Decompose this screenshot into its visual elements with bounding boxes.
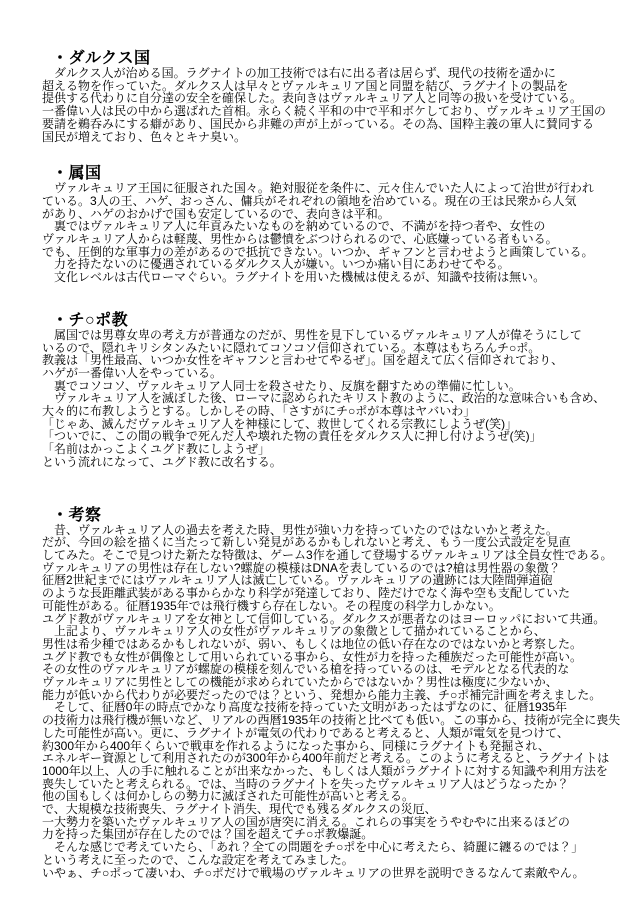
section-heading: ・ダルクス国 [52,50,151,67]
text-line: 能力が低いから代わりが必要だったのでは？という、発想から能力主義、チ○ポ補完計画を考えました。 [42,687,602,702]
section-4 [42,507,635,880]
section-3 [42,312,635,469]
text-line: 要請を鵜呑みにする癖があり、国民から非難の声が上がっている。その為、国粋主義の軍人に賛同する [42,116,595,131]
text-line: があり、ハゲのおかげで国も安定しているので、表向きは平和。 [42,206,390,221]
text-line: 文化レベルは古代ローマぐらい。ラグナイトを用いた機械は使えるが、知識や技術は無い。 [42,270,546,285]
text-line: 1000年以上、人の手に触れることが出来なかった、もしくは人類がラグナイトに対する知識や利用方法を [42,763,608,778]
text-line: 男性は希少種ではあるかもしれないが、弱い、もしくは地位の低い存在なのではないかと考察した。 [42,636,583,651]
text-line: 他の国もしくは何かしらの勢力に滅ぼされた可能性が高いと考える。 [42,789,415,804]
text-line: ヴァルキュリア人を滅ぼした後、ローマに認められたキリスト教のように、政治的な意味合いも含め、 [42,391,606,406]
text-line: でも、圧倒的な軍事力の差があるので抵抗できない。いつか、ギャフンと言わせようと画策している。 [42,244,594,259]
text-line: その女性のヴァルキュリアが螺旋の模様を刻んでいる槍を持っているのは、モデルとなる代表的な [42,662,570,677]
text-line: 「ついでに、この間の戦争で死んだ人や壊れた物の責任をダルクス人に押し付けようぜ(笑)」 [42,429,542,444]
text-line: で、大規模な技術喪失、ラグナイト消失、現代でも残るダルクスの災厄、 [42,802,437,817]
text-line: 属国では男尊女卑の考え方が普通なのだが、男性を見下しているヴァルキュリア人が偉そうにして [42,327,582,342]
text-line: 「名前はかっこよくユグド教にしようぜ」 [42,442,271,457]
text-line: 一大勢力を築いたヴァルキュリア人の国が唐突に消える。これらの事実をうやむやに出来るほどの [42,814,570,829]
text-line: 裏ではヴァルキュリア人に年貢みたいなものを納めているので、不満がを持つ者や、女性の [42,219,546,234]
text-line: ユグド教でも女性が偶像として用いられている事から、女性が力を持った種族だった可能性が高い。 [42,649,583,664]
text-line: ヴァルキュリア王国に征服された国々。絶対服従を条件に、元々住んでいた人によって治世が行われ [42,181,594,196]
text-line: という流れになって、ユグド教に改名する。 [42,454,282,469]
text-line: いやぁ、チ○ポって凄いわ、チ○ポだけで戦場のヴァルキュリアの世界を説明できるなんて素敵やん。 [42,865,585,880]
text-line: だが、今回の絵を描くに当たって新しい発見があるかもしれないと考え、もう一度公式設定を見直 [42,535,571,550]
section-heading: ・考察 [52,506,102,524]
text-line: 大々的に布教しようとする。しかしその時、「さすがにチ○ポが本尊はヤバいわ」 [42,404,476,419]
text-line: 上記より、ヴァルキュリア人の女性がヴァルキュリアの象徴として描かれていることから、 [42,624,546,639]
text-line: 裏でコソコソ、ヴァルキュリア人同士を殺させたり、反旗を翻すための準備に忙しい。 [42,378,521,393]
text-line: ユグド教がヴァルキュリアを女神として信仰している。ダルクスが悪者なのはヨーロッパにおいて共通。 [42,611,606,626]
text-line: 喪失していたと考えられる。では、当時のラグナイトを失ったヴァルキュリア人はどうなったか？ [42,776,570,791]
text-line: いるので、隠れキリシタンみたいに隠れてコソコソ信仰されている。本尊はもちろんチ○ポ。 [42,340,541,355]
text-line: ハゲが一番偉い人をやっている。 [42,365,223,380]
text-line: 「じゃあ、滅んだヴァルキュリア人を神様にして、救世してくれる宗教にしようぜ(笑)」 [42,416,518,431]
text-line: ヴァルキュリア人からは軽蔑、男性からは鬱憤をぶつけられるので、心底嫌っている者もいる。 [42,232,558,247]
text-line: 力を持った集団が存在したのでは？国を超えてチ○ポ教爆誕。 [42,827,374,842]
text-line: してみた。そこで見つけた新たな特徴は、ゲーム3作を通して登場するヴァルキュリアは全員女性である。 [42,547,613,562]
text-line: 昔、ヴァルキュリア人の過去を考えた時、男性が強い力を持っていたのではないかと考えた。 [42,522,558,537]
text-line: 教義は「男性最高、いつか女性をギャフンと言わせてやるぜ」。国を超えて広く信仰されており、 [42,353,564,368]
text-line: 超える物を作っていた。ダルクス人は早々とヴァルキュリア国と同盟を結び、ラグナイトの製品を [42,78,569,93]
text-line: のような長距離武装がある事からかなり科学が発達しており、陸だけでなく海や空も支配していた [42,586,571,601]
text-line: そんな感じで考えていたら、「あれ？全ての問題をチ○ポを中心に考えたら、綺麗に纏るのでは？」 [42,840,584,855]
text-line: という考えに至ったので、こんな設定を考えてみました。 [42,852,354,867]
section-heading: ・属国 [52,165,102,183]
text-line: そして、征暦0年の時点でかなり高度な技術を持っていた文明があったはずなのに、征暦1935年 [42,700,568,715]
text-line: 一番偉い人は民の中から選ばれた首相。永らく続く平和の中で平和ボケしており、ヴァルキュリア王国の [42,104,606,119]
text-line: 提供する代わりに自分達の安全を確保した。表向きはヴァルキュリア人と同等の扱いを受けている。 [42,91,582,106]
text-line: 国民が増えており、色々とキナ臭い。 [42,129,247,144]
text-line: 約300年から400年くらいで戦車を作れるようになった事から、同様にラグナイトも発掘され、 [42,738,550,753]
section-1 [42,50,635,143]
text-line: ている。3人の王、ハゲ、おっさん、傭兵がそれぞれの領地を治めている。現在の王は民衆から人気 [42,193,577,208]
text-line: 可能性がある。征暦1935年では飛行機すら存在しない。その程度の科学力しかない。 [42,598,501,613]
text-line: ダルクス人が治める国。ラグナイトの加工技術では右に出る者は居らず、現代の技術を遥かに [42,66,556,80]
text-line: ヴァルキュリアに男性としての機能が求められていたからではないか？男性は極度に少ないか、 [42,675,558,690]
text-line: 力を持たないのに優遇されているダルクス人が嫌い。いつか痛い目にあわせてやる。 [42,257,510,272]
section-heading: ・チ○ポ教 [52,311,129,329]
text-line: した可能性が高い。更に、ラグナイトが電気の代わりであると考えると、人類が電気を見つけて、 [42,725,569,740]
section-2 [42,165,635,284]
text-line: エネルギー資源として利用されたのが300年から400年前だと考える。このように考えると、ラグナイトは [42,751,610,766]
text-line: ヴァルキュリアの男性は存在しない?螺旋の模様はDNAを表しているのでは?槍は男性器の象徴？ [42,560,561,575]
text-line: 征暦2世紀までにはヴァルキュリア人は滅亡している。ヴァルキュリアの遺跡には大陸間弾道砲 [42,573,553,588]
text-line: の技術力は飛行機が無いなど、リアルの西暦1935年の技術と比べても低い。この事から、技術が完全に喪失 [42,713,621,728]
